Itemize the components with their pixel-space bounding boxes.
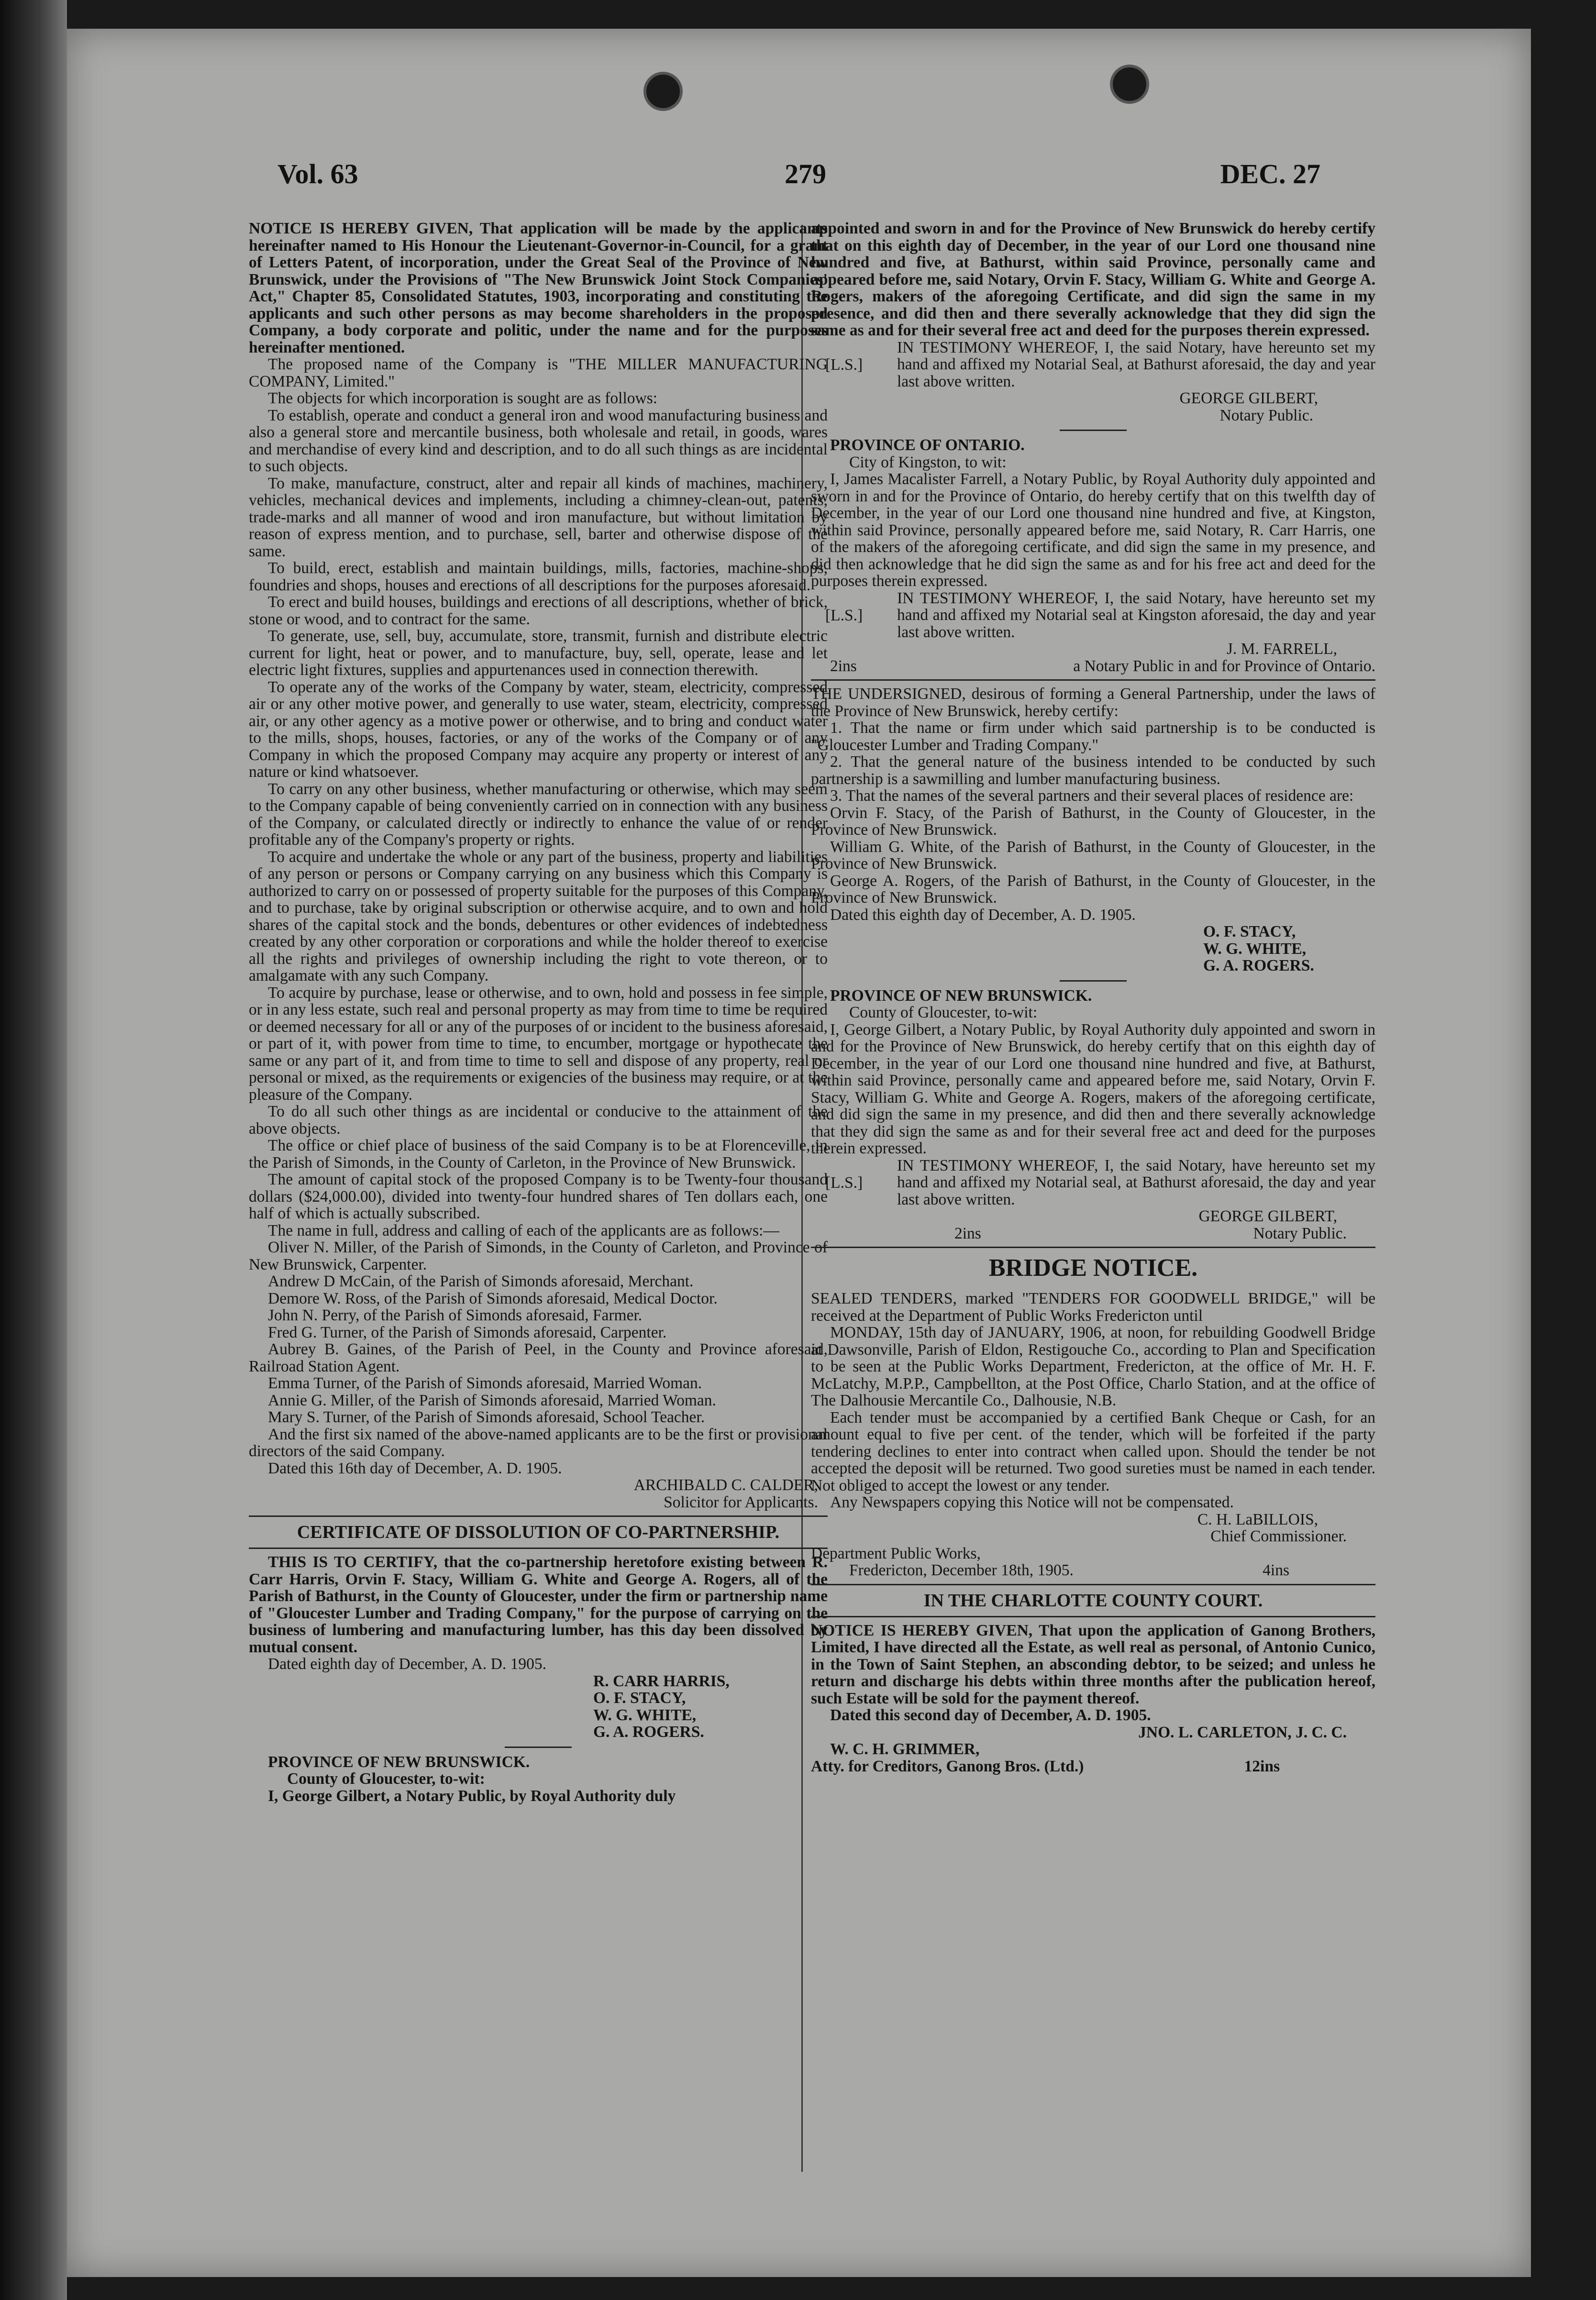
county-label: County of Gloucester, to-wit:: [287, 1770, 485, 1788]
notice-paragraph: Oliver N. Miller, of the Parish of Simonds, in the County of Carleton, and Province of New Brunswick, Carpenter.: [249, 1238, 828, 1273]
testimony-text: IN TESTIMONY WHEREOF, I, the said Notary, have hereunto set my hand and affixed my Notarial seal, at Bathurst aforesaid, the day and year last above written.: [897, 1156, 1375, 1208]
notice-paragraph: To carry on any other business, whether manufacturing or otherwise, which may seem to the Company capable of being conveniently carried on in connection with any business of the Company, or calculated directly or indirectly to enhance the value of or render profitable any of the Company's property or rights.: [249, 780, 828, 849]
notice-paragraph: To erect and build houses, buildings and erections of all descriptions, whether of brick, stone or wood, and to contract for the same.: [249, 593, 828, 628]
signature-block: [249, 1673, 828, 1741]
signatory-name: G. A. ROGERS.: [1203, 957, 1314, 974]
notice-paragraph: To acquire and undertake the whole or any part of the business, property and liabilities of any person or persons or Company carrying on any business which this Company is authorized to carry on or possessed of property suitable for the purposes of this Company, and to purchase, take by original subscription or otherwise acquire, and to own and hold shares of the capital stock and the bonds, debentures or other evidences of indebtedness created by any other corporation or corporations and while the holder thereof to exercise all the rights and privileges of ownership including the right to vote thereon, or to amalgamate with any such Company.: [249, 848, 828, 984]
signature-name: ARCHIBALD C. CALDER,: [633, 1476, 818, 1494]
short-rule: [1060, 430, 1127, 431]
page-number: 279: [785, 158, 826, 189]
notice-paragraph: Any Newspapers copying this Notice will not be compensated.: [830, 1493, 1234, 1511]
notice-paragraph: George A. Rogers, of the Parish of Bathurst, in the County of Gloucester, in the Province of New Brunswick.: [811, 872, 1375, 907]
county-label: County of Gloucester, to-wit:: [849, 1004, 1038, 1021]
signatory-name: O. F. STACY,: [1203, 923, 1296, 940]
notice-paragraph: MONDAY, 15th day of JANUARY, 1906, at noon, for rebuilding Goodwell Bridge at Dawsonville, Parish of Eldon, Restigouche Co., according to Plan and Specification to be seen at the Public Works Department, Fredericton, at the office of Mr. H. F. McLatchy, M.P.P., Campbellton, at the Post Office, Charlo Station, and at the office of The Dalhousie Mercantile Co., Dalhousie, N.B.: [811, 1324, 1375, 1409]
notice-paragraph: To establish, operate and conduct a general iron and wood manufacturing business and also a general store and mercantile business, both wholesale and retail, in goods, wares and merchandise of every kind and description, and to do all such things as are incidental to such objects.: [249, 406, 828, 475]
signature-title: Atty. for Creditors, Ganong Bros. (Ltd.): [811, 1757, 1084, 1775]
section-rule: [249, 1548, 828, 1549]
punch-hole: [1110, 65, 1149, 104]
notice-paragraph: NOTICE IS HEREBY GIVEN, That application will be made by the applicants hereinafter named to His Honour the Lieutenant-Governor-in-Council, for a grant of Letters Patent, of incorporation, under the Great Seal of the Province of New Brunswick, under the Provisions of "The New Brunswick Joint Stock Companies' Act," Chapter 85, Consolidated Statutes, 1903, incorporating and constituting the applicants and such other persons as may become shareholders in the proposed Company, a body corporate and politic, under the name and for the purposes hereinafter mentioned.: [249, 220, 828, 356]
insertion-count: 2ins: [954, 1224, 981, 1242]
signature-line: [811, 658, 1375, 675]
notice-paragraph: Each tender must be accompanied by a certified Bank Cheque or Cash, for an amount equal to five per cent. of the tender, which will be forfeited if the party tendering declines to enter into contract when called upon. Should the tender be not accepted the deposit will be returned. Two good sureties must be named in each tender. Not obliged to accept the lowest or any tender.: [811, 1408, 1375, 1494]
section-rule: [249, 1515, 828, 1517]
notice-paragraph: THE UNDERSIGNED, desirous of forming a General Partnership, under the laws of the Province of New Brunswick, hereby certify:: [811, 685, 1375, 720]
notice-paragraph: Andrew D McCain, of the Parish of Simonds aforesaid, Merchant.: [268, 1272, 694, 1290]
county-label: City of Kingston, to wit:: [849, 453, 1007, 471]
notice-paragraph: The office or chief place of business of the said Company is to be at Florenceville, in the Parish of Simonds, in the County of Carleton, in the Province of New Brunswick.: [249, 1137, 828, 1172]
signature-line: [811, 1758, 1375, 1775]
notice-paragraph: appointed and sworn in and for the Province of New Brunswick do hereby certify that on this eighth day of December, in the year of our Lord one thousand nine hundred and five, at Bathurst, within said Province, personally came and appeared before me, said Notary, Orvin F. Stacy, William G. White and George A. Rogers, makers of the aforegoing Certificate, and did sign the same in my presence, and did then and there severally acknowledge that they did sign the same as and for their several free act and deed for the purposes therein expressed.: [811, 220, 1375, 339]
notice-paragraph: Dated eighth day of December, A. D. 1905.: [268, 1655, 546, 1673]
notice-paragraph: Annie G. Miller, of the Parish of Simonds aforesaid, Married Woman.: [268, 1391, 716, 1409]
notice-paragraph: To do all such other things as are incidental or conducive to the attainment of the above objects.: [249, 1103, 828, 1138]
notice-paragraph: William G. White, of the Parish of Bathurst, in the County of Gloucester, in the Province of New Brunswick.: [811, 838, 1375, 873]
notice-paragraph: To operate any of the works of the Company by water, steam, electricity, compressed air or any other motive power, and generally to use water, steam, electricity, compressed air, or any other agency as a motive power or otherwise, and to bring and conduct water to the mills, shops, houses, factories, or any of the works of the Company or of any Company in which the proposed Company may acquire any property or interest of any nature or kind whatsoever.: [249, 678, 828, 781]
signature-block: [811, 923, 1375, 974]
notice-paragraph: Dated this eighth day of December, A. D. 1905.: [830, 906, 1136, 924]
notice-paragraph: To generate, use, sell, buy, accumulate, store, transmit, furnish and distribute electric current for light, heat or power, and to manufacture, buy, sell, operate, lease and let electric light fixtures, supplies and appurtenances used in connection therewith.: [249, 627, 828, 679]
right-column: [811, 220, 1375, 1775]
left-column: [249, 220, 828, 1804]
notice-paragraph: Aubrey B. Gaines, of the Parish of Peel, in the County and Province aforesaid, Railroad Station Agent.: [249, 1340, 828, 1375]
volume-label: Vol. 63: [277, 158, 358, 189]
notice-paragraph: To acquire by purchase, lease or otherwise, and to own, hold and possess in fee simple, or in any less estate, such real and personal property as may from time to time be required or deemed necessary for all or any of the purposes of or incident to the business aforesaid, or part of it, with power from time to time, to encumber, mortgage or hypothecate the same or any part of it, and from time to time to sell and dispose of any property, real or personal or mixed, as the requirements or exigencies of the business may require, or at the pleasure of the Company.: [249, 984, 828, 1104]
signature-name: GEORGE GILBERT,: [1198, 1207, 1337, 1225]
testimony-block: [811, 1157, 1375, 1208]
signature-title: Solicitor for Applicants.: [664, 1493, 818, 1511]
signatory-name: W. G. WHITE,: [1203, 940, 1307, 958]
signature-name: J. M. FARRELL,: [1226, 640, 1337, 658]
signature-name: W. C. H. GRIMMER,: [830, 1740, 980, 1758]
notice-paragraph: 2. That the general nature of the business intended to be conducted by such partnership is a sawmilling and lumber manufacturing business.: [811, 753, 1375, 788]
miller-company-notice: [249, 220, 828, 1477]
notice-paragraph: John N. Perry, of the Parish of Simonds aforesaid, Farmer.: [268, 1306, 643, 1324]
notice-paragraph: The proposed name of the Company is "THE MILLER MANUFACTURING COMPANY, Limited.": [249, 355, 828, 390]
insertion-count: 4ins: [1263, 1561, 1289, 1579]
signature-name: C. H. LaBILLOIS,: [1197, 1510, 1318, 1528]
notice-paragraph: And the first six named of the above-named applicants are to be the first or provisional directors of the said Company.: [249, 1425, 828, 1460]
notice-paragraph: The amount of capital stock of the proposed Company is to be Twenty-four thousand dollars ($24,000.00), divided into twenty-four hundred shares of Ten dollars each, one half of which is actually subscribed.: [249, 1171, 828, 1222]
punch-hole: [643, 72, 683, 111]
province-label: PROVINCE OF NEW BRUNSWICK.: [830, 986, 1092, 1005]
section-rule: [811, 1616, 1375, 1617]
notice-paragraph: To make, manufacture, construct, alter and repair all kinds of machines, machinery, vehicles, mechanical devices and implements, including a chimney-clean-out, patents, trade-marks and all manner of wood and iron manufacture, but without limitation by reason of express mention, and to purchase, sell, barter and otherwise dispose of the same.: [249, 474, 828, 560]
notice-paragraph: I, George Gilbert, a Notary Public, by Royal Authority duly: [268, 1787, 676, 1805]
testimony-text: IN TESTIMONY WHEREOF, I, the said Notary, have hereunto set my hand and affixed my Notarial Seal, at Bathurst aforesaid, the day and year last above written.: [897, 338, 1375, 390]
bridge-notice: [811, 1290, 1375, 1511]
department-label: Department Public Works,: [811, 1544, 981, 1562]
dateline-text: Fredericton, December 18th, 1905.: [849, 1561, 1074, 1579]
notice-paragraph: The name in full, address and calling of each of the applicants are as follows:—: [268, 1221, 779, 1239]
partnership-notice: [811, 686, 1375, 923]
signature-name: JNO. L. CARLETON, J. C. C.: [1138, 1723, 1347, 1741]
province-label: PROVINCE OF NEW BRUNSWICK.: [268, 1753, 530, 1771]
signature-title: a Notary Public in and for Province of Ontario.: [1073, 657, 1375, 675]
signatory-name: W. G. WHITE,: [593, 1706, 697, 1724]
insertion-count: 2ins: [830, 657, 857, 675]
notice-paragraph: Fred G. Turner, of the Parish of Simonds aforesaid, Carpenter.: [268, 1323, 667, 1341]
testimony-block: [811, 339, 1375, 390]
notice-paragraph: NOTICE IS HEREBY GIVEN, That upon the application of Ganong Brothers, Limited, I have directed all the Estate, as well real as personal, of Antonio Cunico, in the Town of Saint Stephen, an absconding debtor, to be seized; and unless he return and discharge his debts within three months after the publication hereof, such Estate will be sold for the payment thereof.: [811, 1621, 1375, 1707]
seal-label: [L.S.]: [825, 355, 863, 374]
signature-title: Chief Commissioner.: [1210, 1527, 1347, 1545]
short-rule: [505, 1747, 572, 1748]
notice-paragraph: 1. That the name or firm under which said partnership is to be conducted is "Gloucester Lumber and Trading Company.": [811, 719, 1375, 754]
notice-paragraph: The objects for which incorporation is sought are as follows:: [268, 389, 658, 407]
notice-paragraph: Emma Turner, of the Parish of Simonds aforesaid, Married Woman.: [268, 1374, 702, 1392]
signature-title: Notary Public.: [1253, 1224, 1347, 1242]
insertion-count: 12ins: [1244, 1757, 1280, 1775]
section-rule: [811, 679, 1375, 681]
signatory-name: G. A. ROGERS.: [593, 1723, 704, 1741]
notice-paragraph: 3. That the names of the several partners and their several places of residence are:: [830, 787, 1354, 805]
signature-line: [811, 1225, 1375, 1242]
section-rule: [811, 1247, 1375, 1248]
notice-paragraph: Dated this second day of December, A. D. 1905.: [830, 1706, 1151, 1724]
signature-title: Notary Public.: [1219, 406, 1313, 424]
testimony-text: IN TESTIMONY WHEREOF, I, the said Notary, have hereunto set my hand and affixed my Notarial seal at Kingston aforesaid, the day and year last above written.: [897, 589, 1375, 641]
signatory-name: O. F. STACY,: [593, 1689, 686, 1707]
notice-paragraph: I, George Gilbert, a Notary Public, by Royal Authority duly appointed and sworn in and for the Province of New Brunswick, do hereby certify that on this eighth day of December, in the year of our Lord one thousand nine hundred and five, at Bathurst, within said Province, personally came and appeared before me, said Notary, Orvin F. Stacy, William G. White and George A. Rogers, makers of the aforegoing certificate, and did sign the same in my presence, and did then and there severally acknowledge that they did sign the same as and for their several free act and deed for the purposes therein expressed.: [811, 1020, 1375, 1157]
notice-paragraph: Orvin F. Stacy, of the Parish of Bathurst, in the County of Gloucester, in the Province of New Brunswick.: [811, 804, 1375, 839]
notice-paragraph: Mary S. Turner, of the Parish of Simonds aforesaid, School Teacher.: [268, 1408, 705, 1426]
notice-paragraph: SEALED TENDERS, marked "TENDERS FOR GOODWELL BRIDGE," will be received at the Department of Public Works Fredericton until: [811, 1290, 1375, 1325]
issue-date: DEC. 27: [1220, 158, 1320, 189]
notice-paragraph: I, James Macalister Farrell, a Notary Public, by Royal Authority duly appointed and sworn in and for the Province of Ontario, do hereby certify that on this twelfth day of December, in the year of our Lord one thousand nine hundred and five, at Kingston, within said Province, personally appeared before me, said Notary, R. Carr Harris, one of the makers of the aforegoing certificate, and did sign the same in my presence, and did then acknowledge that he did sign the same as and for his free act and deed for the purposes therein expressed.: [811, 470, 1375, 590]
section-rule: [811, 1584, 1375, 1585]
testimony-block: [811, 590, 1375, 641]
signature-name: GEORGE GILBERT,: [1179, 389, 1318, 407]
page-header: [211, 158, 1320, 206]
province-label: PROVINCE OF ONTARIO.: [830, 436, 1025, 454]
notice-paragraph: To build, erect, establish and maintain buildings, mills, factories, machine-shops, foundries and shops, houses and erections of all descriptions for the purposes aforesaid.: [249, 559, 828, 594]
seal-label: [L.S.]: [825, 1173, 863, 1192]
signatory-name: R. CARR HARRIS,: [593, 1672, 730, 1690]
section-heading: BRIDGE NOTICE.: [988, 1254, 1198, 1282]
notice-paragraph: THIS IS TO CERTIFY, that the co-partnership heretofore existing between R. Carr Harris, Orvin F. Stacy, William G. White and George A. Rogers, all of the Parish of Bathurst, in the County of Gloucester, under the firm or partnership name of "Gloucester Lumber and Trading Company," for the purpose of carrying on the business of lumbering and manufacturing lumber, has this day been dissolved by mutual consent.: [249, 1553, 828, 1656]
section-heading: CERTIFICATE OF DISSOLUTION OF CO-PARTNERSHIP.: [297, 1522, 780, 1542]
notice-paragraph: Demore W. Ross, of the Parish of Simonds aforesaid, Medical Doctor.: [268, 1289, 718, 1307]
page-binding-edge: [0, 0, 67, 2300]
notice-paragraph: Dated this 16th day of December, A. D. 1905.: [268, 1459, 562, 1477]
dateline: [811, 1562, 1375, 1579]
short-rule: [1060, 980, 1127, 982]
seal-label: [L.S.]: [825, 606, 863, 624]
section-heading: IN THE CHARLOTTE COUNTY COURT.: [923, 1590, 1263, 1611]
